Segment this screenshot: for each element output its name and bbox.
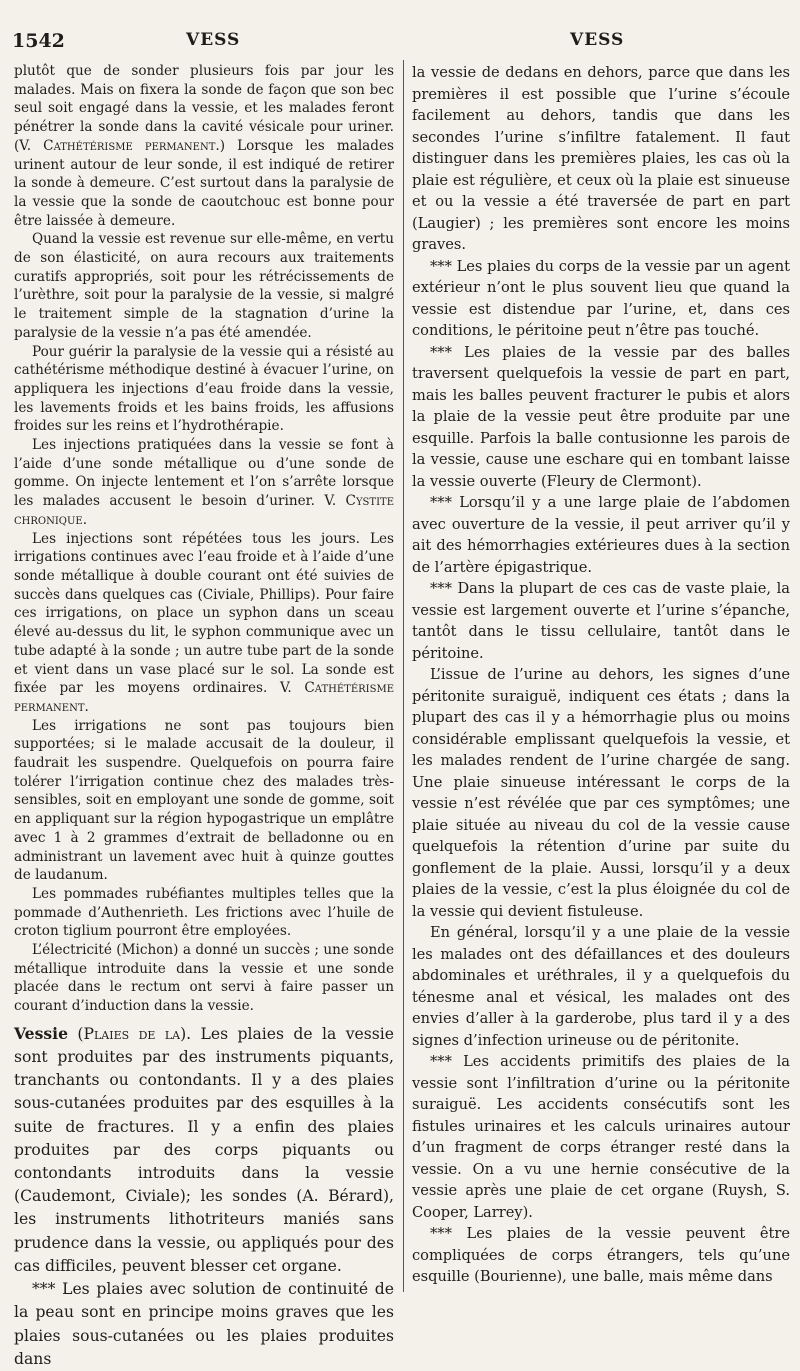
running-head-right: VESS [570,30,625,50]
entry-subtitle: (Plaies de la). [77,1024,192,1043]
page-header [0,30,800,60]
cross-reference: Cystite chronique. [14,493,394,528]
paragraph: Quand la vessie est revenue sur elle-même, en vertu de son élasticité, on aura recours aux traitements curatifs appropriés, soit pour les rétrécissements de l’urèthre, soit pour la paralysie de la vessie, si malgré le traitement simple de la stagnation d’urine la paralysie de la vessie n’a pas été amendée. [14,231,394,341]
paragraph: *** Les accidents primitifs des plaies de la vessie sont l’infiltration d’urine ou la péritonite suraiguë. Les accidents consécutifs sont les fistules urinaires et les calculs urinaires autour d’un fragment de corps étranger resté dans la vessie. On a vu une hernie consécutive de la vessie après une plaie de cet organe (Ruysh, S. Cooper, Larrey). [412,1053,790,1221]
paragraph: *** Les plaies du corps de la vessie par un agent extérieur n’ont le plus souvent lieu que quand la vessie est distendue par l’urine, et, dans ces conditions, le péritoine peut n’être pas touché. [412,257,790,339]
entry-paragraph: Vessie (Plaies de la). Les plaies de la vessie sont produites par des instruments piquants, tranchants ou contondants. Il y a des plaies sous-cutanées produites par des esquilles à la suite de fractures. Il y a enfin des plaies produites par des corps piquants ou contondants introduits dans la vessie (Caudemont, Civiale); les sondes (A. Bérard), les instruments lithotriteurs maniés sans prudence dans la vessie, ou appliqués pour des cas difficiles, peuvent blesser cet organe. [14,1023,394,1275]
page-number: 1542 [12,30,65,52]
paragraph: Les pommades rubéfiantes multiples telles que la pommade d’Authenrieth. Les frictions avec l’huile de croton tiglium pourront être employées. [14,885,394,940]
paragraph: *** Les plaies de la vessie par des balles traversent quelquefois la vessie de part en part, mais les balles peuvent fracturer le pubis et alors la plaie de la vessie peut être produite par une esquille. Parfois la balle contusionne les parois de la vessie, cause une eschare qui en tombant laisse la vessie ouverte (Fleury de Clermont). [412,343,790,490]
paragraph: Pour guérir la paralysie de la vessie qui a résisté au cathétérisme méthodique destiné à évacuer l’urine, on appliquera les injections d’eau froide dans la vessie, les lavements froids et les bains froids, les affusions froides sur les reins et l’hydrothérapie. [14,343,394,435]
entry-headword: Vessie [14,1023,68,1043]
left-column [14,62,394,1371]
column-divider [403,60,404,1292]
right-column [412,62,790,1288]
paragraph: *** Les plaies de la vessie peuvent être compliquées de corps étrangers, tels qu’une esquille (Bourienne), une balle, mais même dans [412,1225,790,1285]
paragraph: L’électricité (Michon) a donné un succès ; une sonde métallique introduite dans la vessie et une sonde placée dans le rectum ont servi à faire passer un courant d’induction dans la vessie. [14,942,394,1015]
paragraph: *** Les plaies avec solution de continuité de la peau sont en principe moins graves que les plaies sous-cutanées ou les plaies produites dans [14,1280,394,1368]
running-head-left: VESS [186,30,241,50]
paragraph: Les injections sont répétées tous les jours. Les irrigations continues avec l’eau froide et à l’aide d’une sonde métallique à double courant ont été suivies de succès dans quelques cas (Civiale, Phillips). Pour faire ces irrigations, on place un syphon dans un sceau élevé au-dessus du lit, le syphon communique avec un tube adapté à la sonde ; un autre tube part de la sonde et vient dans un vase placé sur le sol. La sonde est fixée par les moyens ordinaires. V. Cathétérisme permanent. [14,530,394,715]
paragraph: *** Dans la plupart de ces cas de vaste plaie, la vessie est largement ouverte et l’urine s’épanche, tantôt dans le tissu cellulaire, tantôt dans le péritoine. [412,580,790,662]
entry-vessie-plaies [14,1022,394,1371]
paragraph: plutôt que de sonder plusieurs fois par jour les malades. Mais on fixera la sonde de façon que son bec seul soit engagé dans la vessie, et les malades feront pénétrer la sonde dans la cavité vésicale pour uriner. (V. Cathétérisme permanent.) Lorsque les malades urinent autour de leur sonde, il est indiqué de retirer la sonde à demeure. C’est surtout dans la paralysie de la vessie que la sonde de caoutchouc est bonne pour être laissée à demeure. [14,63,394,229]
paragraph: la vessie de dedans en dehors, parce que dans les premières il est possible que l’urine s’écoule facilement au dehors, tandis que dans les secondes l’urine s’infiltre fatalement. Il faut distinguer dans les premières plaies, les cas où la plaie est régulière, et ceux où la plaie est sinueuse et ou la vessie a été traversée de part en part (Laugier) ; les premières sont encore les moins graves. [412,64,790,253]
paragraph: Les injections pratiquées dans la vessie se font à l’aide d’une sonde métallique ou d’une sonde de gomme. On injecte lentement et l’on s’arrête lorsque les malades accusent le besoin d’uriner. V. Cystite chronique. [14,437,394,528]
paragraph: Les irrigations ne sont pas toujours bien supportées; si le malade accusait de la douleur, il faudrait les suspendre. Quelquefois on pourra faire tolérer l’irrigation continue chez des malades très-sensibles, soit en employant une sonde de gomme, soit en appliquant sur la région hypogastrique un emplâtre avec 1 à 2 grammes d’extrait de belladonne ou en administrant un lavement avec huit à quinze gouttes de laudanum. [14,717,394,884]
paragraph: L’issue de l’urine au dehors, les signes d’une péritonite suraiguë, indiquent ces états ; dans la plupart des cas il y a hémorrhagie plus ou moins considérable emplissant quelquefois la vessie, et les malades rendent de l’urine chargée de sang. Une plaie sinueuse intéressant le corps de la vessie n’est révélée que par ces symptômes; une plaie située au niveau du col de la vessie cause quelquefois la rétention d’urine par suite du gonflement de la plaie. Aussi, lorsqu’il y a deux plaies de la vessie, c’est la plus éloignée du col de la vessie qui devient fistuleuse. [412,666,790,920]
paragraph: En général, lorsqu’il y a une plaie de la vessie les malades ont des défaillances et des douleurs abdominales et uréthrales, il y a quelquefois du ténesme anal et vésical, les malades ont des envies d’aller à la garderobe, plus tard il y a des signes d’infection urineuse ou de péritonite. [412,924,790,1049]
paragraph: *** Lorsqu’il y a une large plaie de l’abdomen avec ouverture de la vessie, il peut arriver qu’il y ait des hémorrhagies extérieures dues à la section de l’artère épigastrique. [412,494,790,576]
cross-reference: Cathétérisme permanent. [43,137,220,154]
left-small-text [14,62,394,1016]
cross-reference: Cathétérisme permanent. [14,680,394,715]
